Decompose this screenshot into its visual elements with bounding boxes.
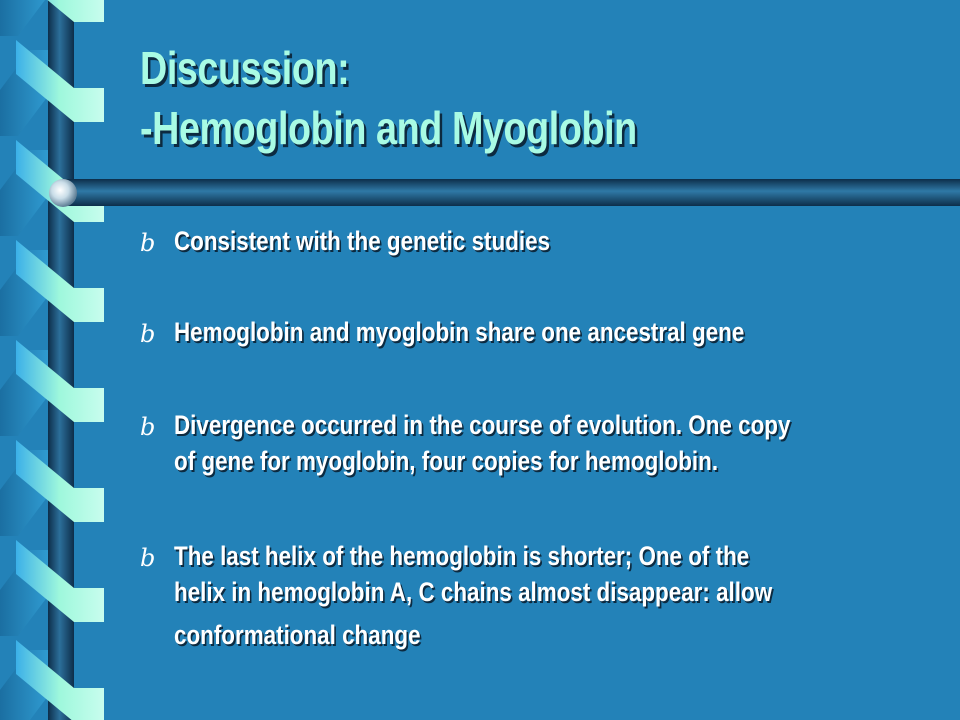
bullet-line: Divergence occurred in the course of evolution. One copy — [174, 410, 791, 440]
bullet-text — [174, 223, 938, 259]
bullet-b-icon: b — [140, 320, 156, 348]
slide-title — [140, 38, 637, 158]
bullet-b-icon: b — [140, 229, 156, 257]
bullet-line: conformational change — [174, 620, 421, 650]
bullet-line: helix in hemoglobin A, C chains almost disappear: allow — [174, 577, 773, 607]
title-divider-bar — [62, 179, 960, 206]
bullet-line: The last helix of the hemoglobin is shorter; One of the — [174, 541, 750, 571]
bullet-b-icon: b — [140, 413, 156, 441]
ribbon-back-band — [0, 0, 48, 36]
bullet-text — [174, 314, 938, 350]
bullet-line: Consistent with the genetic studies — [174, 226, 551, 256]
title-line-2: -Hemoglobin and Myoglobin — [140, 102, 637, 154]
bullet-text — [174, 538, 938, 653]
bullet-line: of gene for myoglobin, four copies for hemoglobin. — [174, 446, 719, 476]
bullet-b-icon: b — [140, 544, 156, 572]
ribbon-decoration — [0, 0, 110, 720]
bullet-text — [174, 407, 938, 479]
bullet-line: Hemoglobin and myoglobin share one ancestral gene — [174, 317, 745, 347]
title-line-1: Discussion: — [140, 42, 350, 94]
bar-knob — [47, 177, 79, 209]
